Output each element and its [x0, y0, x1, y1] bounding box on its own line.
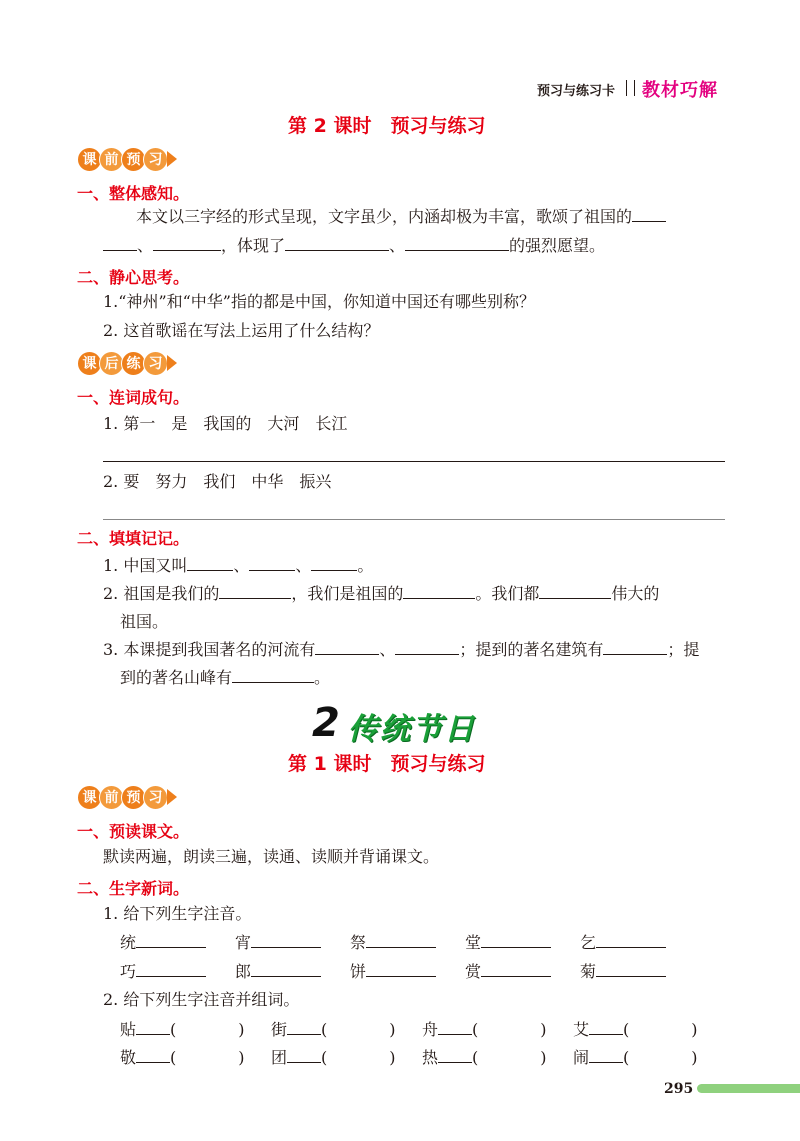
text: ；提到的著名建筑有 [459, 640, 604, 659]
char-item [235, 930, 321, 953]
badge-tail [167, 151, 177, 167]
badge-char: 习 [143, 351, 168, 376]
question: 1. 给下列生字注音。 [103, 904, 252, 923]
badge-char: 前 [99, 147, 124, 172]
text: 3. 本课提到我国著名的河流有 [103, 640, 316, 659]
blank[interactable] [249, 554, 295, 571]
char-item [350, 959, 436, 982]
char: 敬 [120, 1048, 137, 1067]
char: 街 [271, 1020, 288, 1039]
word-item [271, 1017, 396, 1040]
blank[interactable] [539, 582, 611, 599]
badge-char: 课 [77, 147, 102, 172]
lesson2-title: 第 2 课时 预习与练习 [288, 115, 486, 137]
paren: ( [170, 1020, 177, 1039]
char: 巧 [120, 962, 137, 981]
char: 饼 [350, 962, 367, 981]
char: 统 [120, 933, 137, 952]
badge-char: 习 [143, 147, 168, 172]
blank[interactable] [219, 582, 291, 599]
word-row [120, 1017, 720, 1041]
blank[interactable] [103, 234, 137, 251]
blank[interactable] [251, 931, 321, 948]
text: ，我们是祖国的 [291, 584, 404, 603]
paren: ) [238, 1048, 245, 1067]
blank[interactable] [366, 931, 436, 948]
paren: ) [691, 1020, 698, 1039]
blank[interactable] [589, 1046, 623, 1063]
word-item [120, 1045, 245, 1068]
char: 乞 [580, 933, 597, 952]
badge-char: 前 [99, 785, 124, 810]
text: 到的著名山峰有 [120, 668, 233, 687]
blank[interactable] [232, 666, 314, 683]
char-item [580, 959, 666, 982]
word-row [120, 1045, 720, 1069]
header-separator [626, 80, 635, 96]
question: 2. 这首歌谣在写法上运用了什么结构？ [103, 321, 380, 340]
badge-char: 习 [143, 785, 168, 810]
section-title: 一、预读课文。 [77, 822, 190, 841]
text: ，体现了 [221, 236, 286, 255]
lesson1-title: 第 1 课时 预习与练习 [288, 753, 486, 775]
char: 祭 [350, 933, 367, 952]
char-item [235, 959, 321, 982]
question [103, 638, 699, 662]
blank[interactable] [632, 205, 666, 222]
header-series: 预习与练习卡 [537, 84, 616, 99]
text: 、 [137, 236, 154, 255]
page-number: 295 [664, 1081, 694, 1097]
pinyin-row [120, 930, 680, 954]
blank[interactable] [395, 638, 459, 655]
paren: ( [623, 1020, 630, 1039]
paren: ( [170, 1048, 177, 1067]
text: 、 [379, 640, 396, 659]
badge-char: 课 [77, 785, 102, 810]
unit-number: 2 [312, 700, 340, 746]
section-title: 二、静心思考。 [77, 268, 190, 287]
char: 郎 [235, 962, 252, 981]
page-bar [697, 1084, 800, 1093]
question [103, 582, 659, 606]
blank[interactable] [603, 638, 667, 655]
blank[interactable] [311, 554, 357, 571]
question [103, 554, 373, 578]
blank[interactable] [596, 931, 666, 948]
blank[interactable] [287, 1018, 321, 1035]
section-title: 一、整体感知。 [77, 184, 190, 203]
question: 1.“神州”和“中华”指的都是中国，你知道中国还有哪些别称？ [103, 292, 535, 311]
blank[interactable] [136, 1046, 170, 1063]
badge-char: 课 [77, 351, 102, 376]
word-item [573, 1045, 698, 1068]
text: 2. 祖国是我们的 [103, 584, 220, 603]
paren: ) [540, 1048, 547, 1067]
blank[interactable] [285, 234, 389, 251]
char: 堂 [465, 933, 482, 952]
blank[interactable] [251, 960, 321, 977]
section-title: 一、连词成句。 [77, 388, 190, 407]
char-item [465, 959, 551, 982]
text: 、 [233, 556, 250, 575]
word-item [120, 1017, 245, 1040]
badge-char: 后 [99, 351, 124, 376]
blank[interactable] [403, 582, 475, 599]
blank[interactable] [287, 1046, 321, 1063]
paragraph-line [103, 234, 605, 258]
text: 、 [295, 556, 312, 575]
unit-title: 传统节日 [348, 712, 476, 747]
paren: ( [321, 1048, 328, 1067]
paren: ( [623, 1048, 630, 1067]
blank[interactable] [438, 1046, 472, 1063]
char: 宵 [235, 933, 252, 952]
char-item [120, 959, 206, 982]
char: 舟 [422, 1020, 439, 1039]
paren: ) [389, 1048, 396, 1067]
paren: ) [238, 1020, 245, 1039]
question: 1. 第一 是 我国的 大河 长江 [103, 414, 348, 433]
text: 1. 中国又叫 [103, 556, 188, 575]
char: 赏 [465, 962, 482, 981]
blank[interactable] [315, 638, 379, 655]
blank[interactable] [136, 931, 206, 948]
text: 。我们都 [475, 584, 540, 603]
blank[interactable] [187, 554, 233, 571]
question-continued [120, 666, 330, 690]
badge-tail [167, 355, 177, 371]
blank[interactable] [589, 1018, 623, 1035]
question: 2. 给下列生字注音并组词。 [103, 990, 300, 1009]
blank[interactable] [481, 931, 551, 948]
blank[interactable] [481, 960, 551, 977]
char-item [120, 930, 206, 953]
word-item [573, 1017, 698, 1040]
text: 。 [357, 556, 374, 575]
word-item [422, 1045, 547, 1068]
blank[interactable] [153, 234, 221, 251]
char: 贴 [120, 1020, 137, 1039]
instruction: 默读两遍，朗读三遍，读通、读顺并背诵课文。 [103, 847, 440, 866]
paren: ) [691, 1048, 698, 1067]
answer-line[interactable] [103, 519, 725, 520]
question: 2. 要 努力 我们 中华 振兴 [103, 472, 332, 491]
paren: ( [472, 1020, 479, 1039]
char-item [580, 930, 666, 953]
paragraph-line [136, 205, 666, 229]
char: 热 [422, 1048, 439, 1067]
paren: ) [540, 1020, 547, 1039]
blank[interactable] [596, 960, 666, 977]
char: 团 [271, 1048, 288, 1067]
badge-pre-study [77, 784, 177, 810]
text: 。 [314, 668, 331, 687]
word-item [271, 1045, 396, 1068]
char-item [350, 930, 436, 953]
char: 闹 [573, 1048, 590, 1067]
text: 、 [389, 236, 406, 255]
text: 本文以三字经的形式呈现，文字虽少，内涵却极为丰富，歌颂了祖国的 [136, 207, 633, 226]
blank[interactable] [366, 960, 436, 977]
word-item [422, 1017, 547, 1040]
badge-char: 练 [121, 351, 146, 376]
question-continued: 祖国。 [120, 612, 169, 631]
pinyin-row [120, 959, 680, 983]
answer-line[interactable] [103, 461, 725, 462]
char: 菊 [580, 962, 597, 981]
blank[interactable] [136, 960, 206, 977]
section-title: 二、生字新词。 [77, 879, 190, 898]
header-brand: 教材巧解 [642, 80, 718, 101]
badge-tail [167, 789, 177, 805]
text: 伟大的 [611, 584, 660, 603]
blank[interactable] [438, 1018, 472, 1035]
badge-char: 预 [121, 147, 146, 172]
badge-post-practice [77, 350, 177, 376]
paren: ( [472, 1048, 479, 1067]
text: ；提 [667, 640, 700, 659]
blank[interactable] [136, 1018, 170, 1035]
section-title: 二、填填记记。 [77, 529, 190, 548]
paren: ( [321, 1020, 328, 1039]
paren: ) [389, 1020, 396, 1039]
char-item [465, 930, 551, 953]
badge-char: 预 [121, 785, 146, 810]
badge-pre-study [77, 146, 177, 172]
text: 的强烈愿望。 [509, 236, 606, 255]
char: 艾 [573, 1020, 590, 1039]
blank[interactable] [405, 234, 509, 251]
